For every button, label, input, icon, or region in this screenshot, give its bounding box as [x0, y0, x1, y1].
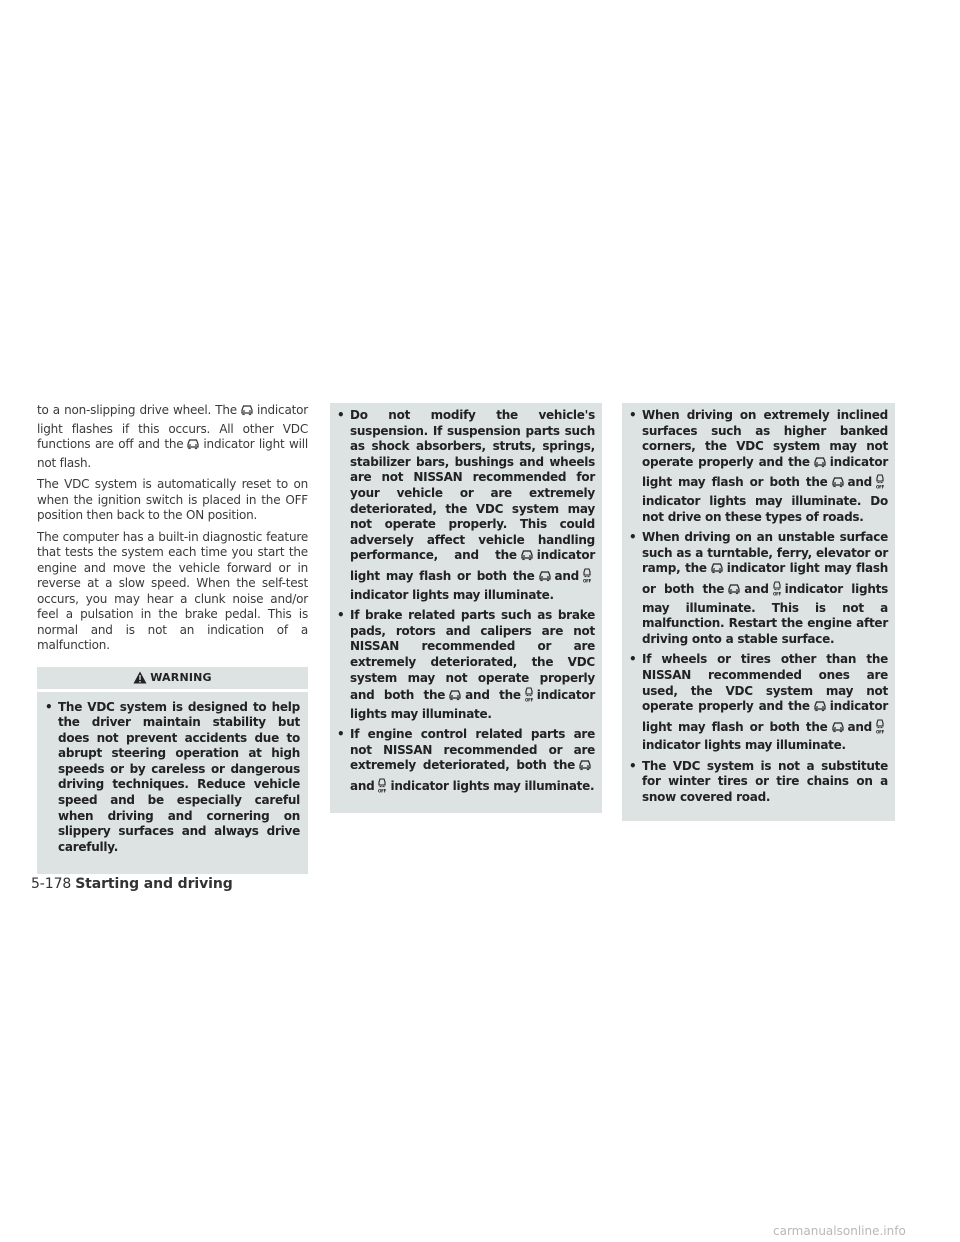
svg-text:OFF: OFF — [582, 578, 592, 583]
vdc-slip-indicator-icon — [709, 561, 725, 580]
vdc-slip-indicator-icon — [830, 475, 846, 494]
caution-box-2 — [622, 403, 895, 821]
caution-box-1 — [330, 403, 602, 813]
list-item: • If engine control related parts are not NISSAN recommended or are extremely deteriorated, both theand OFF indicator lights may illuminate. — [337, 727, 595, 797]
warning-list — [45, 700, 300, 856]
vdc-slip-indicator-icon — [830, 720, 846, 739]
vdc-slip-indicator-icon — [812, 699, 828, 718]
vdc-slip-indicator-icon — [726, 582, 742, 601]
warning-box — [37, 667, 308, 875]
list-item: • Do not modify the vehicle's suspension. If suspension parts such as shock absorbers, struts, springs, stabilizer bars, bushings and wheels are not NISSAN recommended for your vehicle or are extremely deteriorated, the VDC system may not operate properly. This could adversely affect vehicle handling performance, and the indicator light may flash or both the and OFF indicator lights may illuminate. — [337, 408, 595, 603]
vdc-slip-indicator-icon — [577, 758, 593, 777]
column-3 — [622, 403, 895, 821]
svg-text:OFF: OFF — [772, 591, 781, 596]
warning-triangle-icon — [133, 671, 147, 684]
page-footer — [31, 876, 233, 892]
vdc-off-indicator-icon — [874, 473, 886, 494]
list-item: • When driving on an unstable surface such as a turntable, ferry, elevator or ramp, the indicator light may flash or both the and OFF indicator lights may illuminate. This is not a malfunction. Restart the engine after driving onto a stable surface. — [629, 530, 888, 647]
vdc-off-indicator-icon — [376, 777, 388, 798]
vdc-off-indicator-icon — [874, 718, 886, 739]
svg-text:OFF: OFF — [524, 697, 533, 703]
svg-text:OFF: OFF — [378, 788, 387, 794]
list-item: • The VDC system is designed to help the driver maintain stability but does not prevent accidents due to abrupt steering operation at high speeds or by careless or dangerous driving techniques. Reduce vehicle speed and be especially careful when driving and cornering on slippery surfaces and always drive carefully. — [45, 700, 300, 856]
vdc-slip-indicator-icon — [239, 403, 255, 422]
svg-text:OFF: OFF — [875, 729, 885, 734]
caution-list-1 — [337, 408, 595, 798]
list-item: • If wheels or tires other than the NISSAN recommended ones are used, the VDC system may not operate properly and the indicator light may flash or both the and OFF indicator lights may illuminate. — [629, 652, 888, 754]
paragraph-diagnostic: The computer has a built-in diagnostic feature that tests the system each time you start the engine and move the vehicle forward or in reverse at a slow speed. When the self-test occurs, you may hear a clunk noise and/or feel a pulsation in the brake pedal. This is normal and is not an indication of a malfunction. — [37, 529, 308, 652]
paragraph-indicator: to a non-slipping drive wheel. The indicator light flashes if this occurs. All other VDC functions are off and the indicator light will not flash. — [37, 403, 308, 470]
vdc-off-indicator-icon — [523, 686, 535, 707]
list-item: • If brake related parts such as brake pads, rotors and calipers are not NISSAN recommended or are extremely deteriorated, the VDC system may not operate properly and both the and the OFF indicator lights may illuminate. — [337, 608, 595, 722]
svg-text:OFF: OFF — [875, 484, 885, 490]
vdc-slip-indicator-icon — [812, 455, 828, 474]
vdc-off-indicator-icon — [771, 580, 783, 601]
section-title: Starting and driving — [75, 876, 233, 892]
warning-header: WARNING — [37, 667, 308, 692]
vdc-slip-indicator-icon — [519, 548, 535, 567]
list-item: • When driving on extremely inclined surfaces such as higher banked corners, the VDC system may not operate properly and the indicator light may flash or both the and OFF indicator lights may illuminate. Do not drive on these types of roads. — [629, 408, 888, 525]
column-2 — [330, 403, 602, 813]
watermark: carmanualsonline.info — [773, 1224, 906, 1238]
vdc-off-indicator-icon — [581, 567, 593, 588]
column-1 — [37, 403, 308, 874]
page-number: 5-178 — [31, 876, 72, 892]
vdc-slip-indicator-icon — [447, 688, 463, 707]
paragraph-reset: The VDC system is automatically reset to on when the ignition switch is placed in the OFF position then back to the ON position. — [37, 477, 308, 522]
caution-list-2 — [629, 408, 888, 806]
vdc-slip-indicator-icon — [537, 569, 553, 588]
list-item: • The VDC system is not a substitute for winter tires or tire chains on a snow covered road. — [629, 759, 888, 806]
vdc-slip-indicator-icon — [185, 437, 201, 456]
